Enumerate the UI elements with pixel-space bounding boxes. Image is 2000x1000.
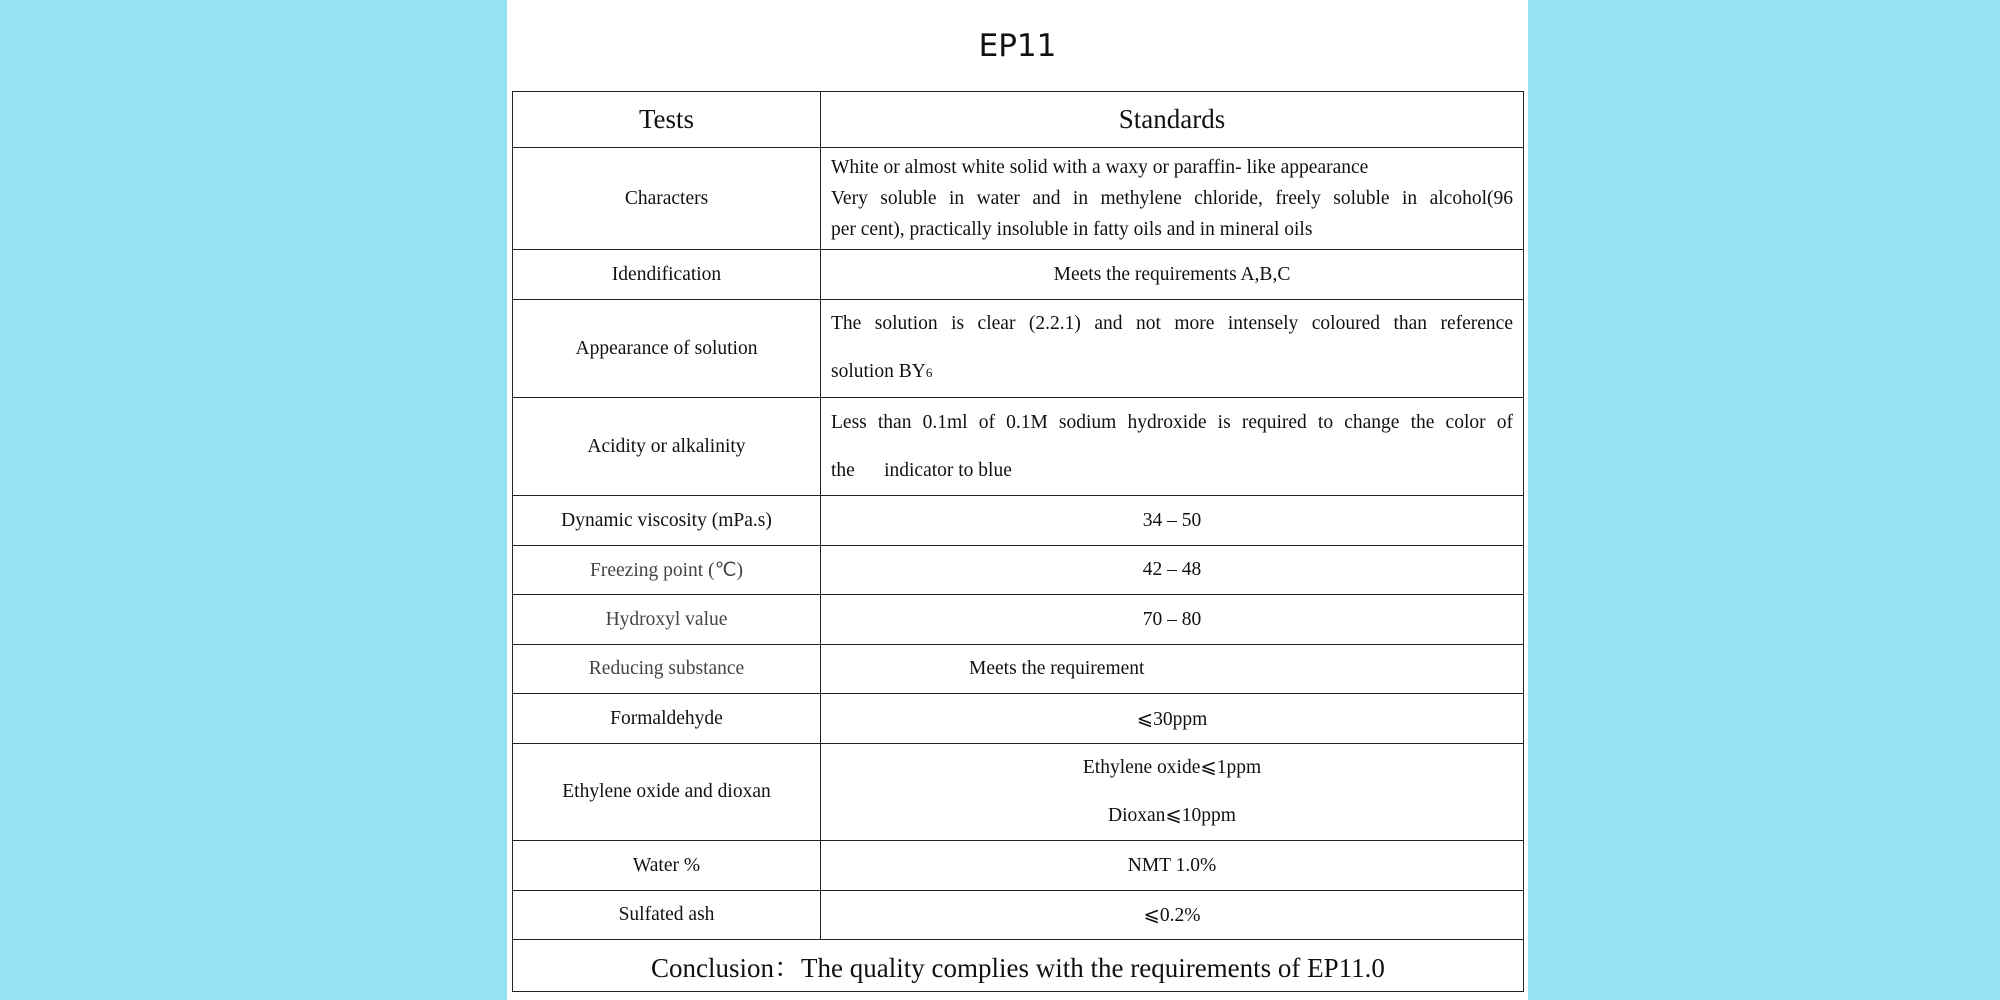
standard-line xyxy=(831,348,1513,397)
table-row xyxy=(513,546,1524,595)
table-row xyxy=(513,250,1524,300)
standard-line: The solution is clear (2.2.1) and not more intensely coloured than reference xyxy=(831,313,1513,334)
subscript: 6 xyxy=(925,365,933,380)
standard-line: the indicator to blue xyxy=(831,459,1012,481)
table-row xyxy=(513,148,1524,250)
standard-cell xyxy=(821,300,1524,398)
standard-cell: Meets the requirements A,B,C xyxy=(821,250,1524,300)
standard-cell: 70 – 80 xyxy=(821,595,1524,645)
conclusion-row xyxy=(513,940,1524,992)
standard-cell: ⩽0.2% xyxy=(821,891,1524,940)
standard-cell: 42 – 48 xyxy=(821,546,1524,595)
test-name: Hydroxyl value xyxy=(513,595,821,645)
standard-cell: ⩽30ppm xyxy=(821,694,1524,744)
table-row xyxy=(513,744,1524,841)
specification-table xyxy=(512,91,1524,992)
conclusion-text: Conclusion：The quality complies with the requirements of EP11.0 xyxy=(513,940,1524,992)
test-name: Idendification xyxy=(513,250,821,300)
document-page xyxy=(507,0,1528,1000)
header-standards: Standards xyxy=(821,92,1524,148)
test-name: Reducing substance xyxy=(513,645,821,694)
table-row xyxy=(513,300,1524,398)
page-title: EP11 xyxy=(978,28,1057,64)
table-header-row xyxy=(513,92,1524,148)
table-row xyxy=(513,496,1524,546)
standard-line: per cent), practically insoluble in fatty oils and in mineral oils xyxy=(831,219,1313,240)
standard-cell xyxy=(821,744,1524,841)
header-tests: Tests xyxy=(513,92,821,148)
table-row xyxy=(513,841,1524,891)
test-name: Sulfated ash xyxy=(513,891,821,940)
table-row xyxy=(513,891,1524,940)
standard-line: Less than 0.1ml of 0.1M sodium hydroxide is required to change the color of xyxy=(831,411,1513,433)
test-name: Characters xyxy=(513,148,821,250)
table-row xyxy=(513,645,1524,694)
standard-line: White or almost white solid with a waxy or paraffin- like appearance xyxy=(831,157,1369,178)
test-name: Ethylene oxide and dioxan xyxy=(513,744,821,841)
standard-line: Dioxan⩽10ppm xyxy=(1108,805,1236,826)
standard-cell xyxy=(821,148,1524,250)
test-name: Dynamic viscosity (mPa.s) xyxy=(513,496,821,546)
standard-line: Very soluble in water and in methylene chloride, freely soluble in alcohol(96 xyxy=(831,188,1513,209)
standard-cell: NMT 1.0% xyxy=(821,841,1524,891)
standard-line: Ethylene oxide⩽1ppm xyxy=(1082,757,1262,778)
table-row xyxy=(513,595,1524,645)
test-name: Freezing point (℃) xyxy=(513,546,821,595)
standard-cell: Meets the requirement xyxy=(821,645,1524,694)
test-name: Formaldehyde xyxy=(513,694,821,744)
standard-cell xyxy=(821,398,1524,496)
test-name: Acidity or alkalinity xyxy=(513,398,821,496)
standard-text: solution BY xyxy=(831,361,926,382)
test-name: Water % xyxy=(513,841,821,891)
table-row xyxy=(513,694,1524,744)
table-row xyxy=(513,398,1524,496)
standard-cell: 34 – 50 xyxy=(821,496,1524,546)
test-name: Appearance of solution xyxy=(513,300,821,398)
